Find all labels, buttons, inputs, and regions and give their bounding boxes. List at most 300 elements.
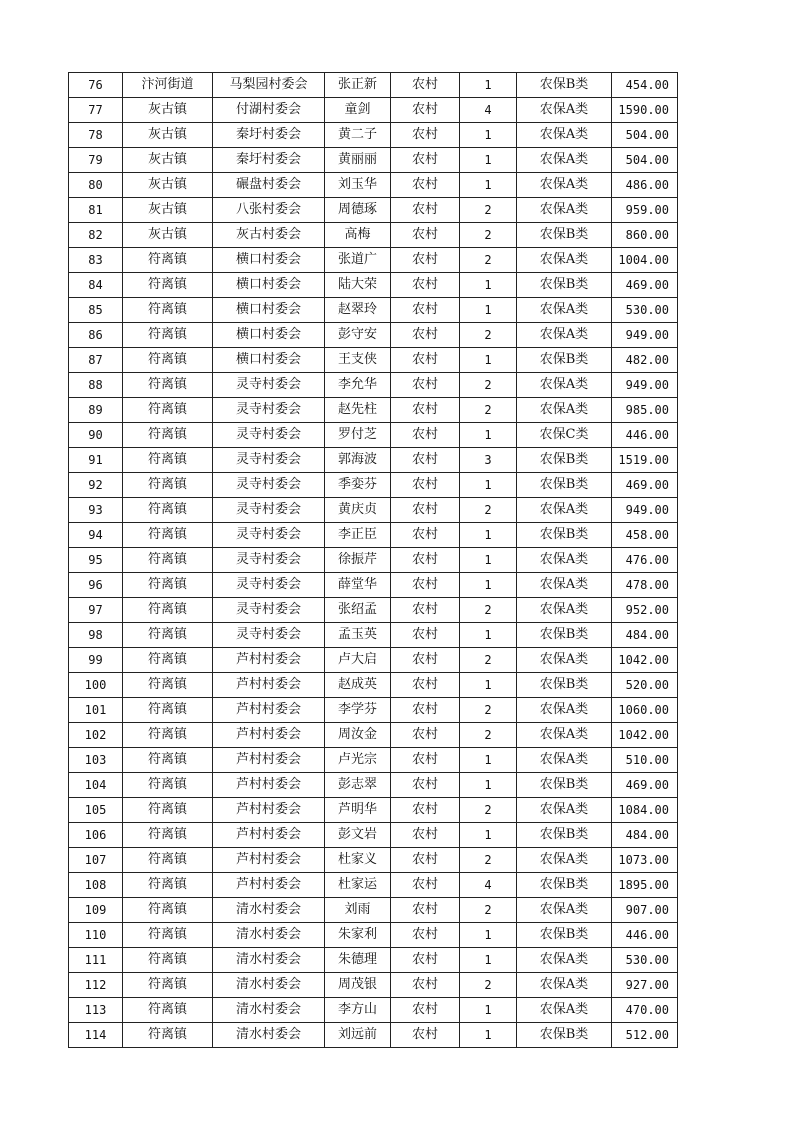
- serial-number-cell: 84: [69, 273, 123, 298]
- town-cell: 符离镇: [123, 423, 213, 448]
- household-size-cell: 3: [460, 448, 517, 473]
- category-cell: 农村: [391, 848, 460, 873]
- village-committee-cell: 马梨园村委会: [213, 73, 325, 98]
- village-committee-cell: 清水村委会: [213, 898, 325, 923]
- name-cell: 张绍孟: [325, 598, 391, 623]
- town-cell: 灰古镇: [123, 123, 213, 148]
- insurance-type-cell: 农保B类: [517, 773, 612, 798]
- amount-cell: 504.00: [612, 148, 678, 173]
- category-cell: 农村: [391, 673, 460, 698]
- table-row: [69, 748, 678, 773]
- insurance-type-cell: 农保B类: [517, 873, 612, 898]
- household-size-cell: 1: [460, 923, 517, 948]
- insurance-type-cell: 农保A类: [517, 573, 612, 598]
- name-cell: 朱家利: [325, 923, 391, 948]
- town-cell: 符离镇: [123, 848, 213, 873]
- amount-cell: 1590.00: [612, 98, 678, 123]
- village-committee-cell: 芦村村委会: [213, 848, 325, 873]
- category-cell: 农村: [391, 323, 460, 348]
- serial-number-cell: 109: [69, 898, 123, 923]
- category-cell: 农村: [391, 98, 460, 123]
- village-committee-cell: 灵寺村委会: [213, 623, 325, 648]
- village-committee-cell: 芦村村委会: [213, 798, 325, 823]
- insurance-type-cell: 农保B类: [517, 623, 612, 648]
- insurance-type-cell: 农保A类: [517, 798, 612, 823]
- household-size-cell: 1: [460, 823, 517, 848]
- table-row: [69, 298, 678, 323]
- household-size-cell: 2: [460, 598, 517, 623]
- table-row: [69, 723, 678, 748]
- amount-cell: 504.00: [612, 123, 678, 148]
- table-row: [69, 348, 678, 373]
- household-size-cell: 1: [460, 348, 517, 373]
- serial-number-cell: 98: [69, 623, 123, 648]
- village-committee-cell: 横口村委会: [213, 298, 325, 323]
- household-size-cell: 4: [460, 98, 517, 123]
- town-cell: 符离镇: [123, 573, 213, 598]
- amount-cell: 949.00: [612, 373, 678, 398]
- insurance-type-cell: 农保A类: [517, 123, 612, 148]
- insurance-type-cell: 农保B类: [517, 73, 612, 98]
- amount-cell: 1042.00: [612, 723, 678, 748]
- table-row: [69, 223, 678, 248]
- insurance-type-cell: 农保A类: [517, 598, 612, 623]
- insurance-type-cell: 农保A类: [517, 898, 612, 923]
- household-size-cell: 2: [460, 198, 517, 223]
- village-committee-cell: 芦村村委会: [213, 773, 325, 798]
- category-cell: 农村: [391, 223, 460, 248]
- serial-number-cell: 85: [69, 298, 123, 323]
- assistance-roster-table: [68, 72, 678, 1048]
- village-committee-cell: 清水村委会: [213, 923, 325, 948]
- name-cell: 罗付芝: [325, 423, 391, 448]
- name-cell: 赵先柱: [325, 398, 391, 423]
- amount-cell: 469.00: [612, 473, 678, 498]
- insurance-type-cell: 农保A类: [517, 373, 612, 398]
- category-cell: 农村: [391, 498, 460, 523]
- town-cell: 符离镇: [123, 698, 213, 723]
- name-cell: 陆大荣: [325, 273, 391, 298]
- amount-cell: 1895.00: [612, 873, 678, 898]
- town-cell: 符离镇: [123, 498, 213, 523]
- serial-number-cell: 102: [69, 723, 123, 748]
- category-cell: 农村: [391, 973, 460, 998]
- name-cell: 李学芬: [325, 698, 391, 723]
- amount-cell: 486.00: [612, 173, 678, 198]
- amount-cell: 482.00: [612, 348, 678, 373]
- town-cell: 符离镇: [123, 348, 213, 373]
- category-cell: 农村: [391, 898, 460, 923]
- name-cell: 季娈芬: [325, 473, 391, 498]
- table-row: [69, 448, 678, 473]
- town-cell: 符离镇: [123, 1023, 213, 1048]
- amount-cell: 458.00: [612, 523, 678, 548]
- serial-number-cell: 113: [69, 998, 123, 1023]
- town-cell: 灰古镇: [123, 223, 213, 248]
- town-cell: 符离镇: [123, 373, 213, 398]
- name-cell: 李方山: [325, 998, 391, 1023]
- amount-cell: 1519.00: [612, 448, 678, 473]
- household-size-cell: 2: [460, 223, 517, 248]
- serial-number-cell: 90: [69, 423, 123, 448]
- serial-number-cell: 108: [69, 873, 123, 898]
- amount-cell: 530.00: [612, 948, 678, 973]
- table-row: [69, 973, 678, 998]
- household-size-cell: 1: [460, 123, 517, 148]
- name-cell: 李允华: [325, 373, 391, 398]
- table-row: [69, 673, 678, 698]
- town-cell: 符离镇: [123, 248, 213, 273]
- category-cell: 农村: [391, 923, 460, 948]
- name-cell: 赵翠玲: [325, 298, 391, 323]
- category-cell: 农村: [391, 948, 460, 973]
- village-committee-cell: 芦村村委会: [213, 648, 325, 673]
- insurance-type-cell: 农保A类: [517, 198, 612, 223]
- table-row: [69, 248, 678, 273]
- category-cell: 农村: [391, 173, 460, 198]
- household-size-cell: 1: [460, 523, 517, 548]
- insurance-type-cell: 农保A类: [517, 548, 612, 573]
- name-cell: 卢光宗: [325, 748, 391, 773]
- village-committee-cell: 芦村村委会: [213, 673, 325, 698]
- name-cell: 芦明华: [325, 798, 391, 823]
- amount-cell: 985.00: [612, 398, 678, 423]
- village-committee-cell: 横口村委会: [213, 323, 325, 348]
- insurance-type-cell: 农保A类: [517, 148, 612, 173]
- town-cell: 灰古镇: [123, 98, 213, 123]
- category-cell: 农村: [391, 698, 460, 723]
- serial-number-cell: 77: [69, 98, 123, 123]
- name-cell: 刘雨: [325, 898, 391, 923]
- insurance-type-cell: 农保A类: [517, 98, 612, 123]
- village-committee-cell: 芦村村委会: [213, 748, 325, 773]
- category-cell: 农村: [391, 298, 460, 323]
- category-cell: 农村: [391, 1023, 460, 1048]
- category-cell: 农村: [391, 273, 460, 298]
- village-committee-cell: 付湖村委会: [213, 98, 325, 123]
- name-cell: 彭志翠: [325, 773, 391, 798]
- serial-number-cell: 103: [69, 748, 123, 773]
- table-row: [69, 498, 678, 523]
- serial-number-cell: 112: [69, 973, 123, 998]
- name-cell: 孟玉英: [325, 623, 391, 648]
- household-size-cell: 2: [460, 848, 517, 873]
- amount-cell: 530.00: [612, 298, 678, 323]
- amount-cell: 520.00: [612, 673, 678, 698]
- town-cell: 符离镇: [123, 798, 213, 823]
- village-committee-cell: 灵寺村委会: [213, 498, 325, 523]
- name-cell: 刘远前: [325, 1023, 391, 1048]
- town-cell: 符离镇: [123, 898, 213, 923]
- table-row: [69, 523, 678, 548]
- amount-cell: 469.00: [612, 273, 678, 298]
- insurance-type-cell: 农保B类: [517, 823, 612, 848]
- insurance-type-cell: 农保B类: [517, 673, 612, 698]
- serial-number-cell: 83: [69, 248, 123, 273]
- amount-cell: 484.00: [612, 623, 678, 648]
- village-committee-cell: 秦圩村委会: [213, 148, 325, 173]
- table-row: [69, 823, 678, 848]
- insurance-type-cell: 农保A类: [517, 498, 612, 523]
- town-cell: 符离镇: [123, 523, 213, 548]
- insurance-type-cell: 农保C类: [517, 423, 612, 448]
- name-cell: 张正新: [325, 73, 391, 98]
- name-cell: 李正臣: [325, 523, 391, 548]
- name-cell: 高梅: [325, 223, 391, 248]
- category-cell: 农村: [391, 523, 460, 548]
- table-row: [69, 123, 678, 148]
- serial-number-cell: 89: [69, 398, 123, 423]
- category-cell: 农村: [391, 598, 460, 623]
- town-cell: 符离镇: [123, 998, 213, 1023]
- town-cell: 符离镇: [123, 473, 213, 498]
- amount-cell: 1060.00: [612, 698, 678, 723]
- table-row: [69, 398, 678, 423]
- table-row: [69, 698, 678, 723]
- serial-number-cell: 111: [69, 948, 123, 973]
- name-cell: 周德琢: [325, 198, 391, 223]
- category-cell: 农村: [391, 548, 460, 573]
- name-cell: 彭守安: [325, 323, 391, 348]
- insurance-type-cell: 农保B类: [517, 523, 612, 548]
- table-row: [69, 948, 678, 973]
- table-row: [69, 848, 678, 873]
- household-size-cell: 2: [460, 698, 517, 723]
- serial-number-cell: 95: [69, 548, 123, 573]
- amount-cell: 478.00: [612, 573, 678, 598]
- name-cell: 卢大启: [325, 648, 391, 673]
- serial-number-cell: 107: [69, 848, 123, 873]
- serial-number-cell: 94: [69, 523, 123, 548]
- village-committee-cell: 灵寺村委会: [213, 423, 325, 448]
- town-cell: 符离镇: [123, 773, 213, 798]
- amount-cell: 512.00: [612, 1023, 678, 1048]
- household-size-cell: 1: [460, 998, 517, 1023]
- serial-number-cell: 93: [69, 498, 123, 523]
- serial-number-cell: 92: [69, 473, 123, 498]
- village-committee-cell: 清水村委会: [213, 973, 325, 998]
- town-cell: 符离镇: [123, 273, 213, 298]
- category-cell: 农村: [391, 998, 460, 1023]
- town-cell: 符离镇: [123, 673, 213, 698]
- amount-cell: 476.00: [612, 548, 678, 573]
- amount-cell: 860.00: [612, 223, 678, 248]
- table-row: [69, 998, 678, 1023]
- amount-cell: 446.00: [612, 423, 678, 448]
- table-row: [69, 898, 678, 923]
- insurance-type-cell: 农保A类: [517, 248, 612, 273]
- amount-cell: 927.00: [612, 973, 678, 998]
- table-row: [69, 198, 678, 223]
- household-size-cell: 2: [460, 398, 517, 423]
- insurance-type-cell: 农保A类: [517, 173, 612, 198]
- village-committee-cell: 清水村委会: [213, 998, 325, 1023]
- table-row: [69, 773, 678, 798]
- village-committee-cell: 灵寺村委会: [213, 548, 325, 573]
- category-cell: 农村: [391, 873, 460, 898]
- household-size-cell: 2: [460, 323, 517, 348]
- household-size-cell: 2: [460, 648, 517, 673]
- town-cell: 符离镇: [123, 723, 213, 748]
- serial-number-cell: 101: [69, 698, 123, 723]
- village-committee-cell: 灵寺村委会: [213, 598, 325, 623]
- household-size-cell: 2: [460, 373, 517, 398]
- village-committee-cell: 灵寺村委会: [213, 473, 325, 498]
- category-cell: 农村: [391, 723, 460, 748]
- serial-number-cell: 105: [69, 798, 123, 823]
- household-size-cell: 1: [460, 273, 517, 298]
- category-cell: 农村: [391, 648, 460, 673]
- town-cell: 符离镇: [123, 598, 213, 623]
- insurance-type-cell: 农保A类: [517, 323, 612, 348]
- household-size-cell: 1: [460, 148, 517, 173]
- serial-number-cell: 106: [69, 823, 123, 848]
- table-row: [69, 573, 678, 598]
- category-cell: 农村: [391, 448, 460, 473]
- household-size-cell: 1: [460, 298, 517, 323]
- table-row: [69, 98, 678, 123]
- household-size-cell: 1: [460, 773, 517, 798]
- name-cell: 刘玉华: [325, 173, 391, 198]
- insurance-type-cell: 农保B类: [517, 448, 612, 473]
- table-row: [69, 1023, 678, 1048]
- town-cell: 符离镇: [123, 623, 213, 648]
- name-cell: 徐振芹: [325, 548, 391, 573]
- amount-cell: 510.00: [612, 748, 678, 773]
- town-cell: 符离镇: [123, 548, 213, 573]
- town-cell: 符离镇: [123, 973, 213, 998]
- town-cell: 汴河街道: [123, 73, 213, 98]
- amount-cell: 952.00: [612, 598, 678, 623]
- name-cell: 杜家义: [325, 848, 391, 873]
- amount-cell: 949.00: [612, 323, 678, 348]
- town-cell: 灰古镇: [123, 198, 213, 223]
- category-cell: 农村: [391, 473, 460, 498]
- village-committee-cell: 芦村村委会: [213, 873, 325, 898]
- insurance-type-cell: 农保A类: [517, 848, 612, 873]
- serial-number-cell: 110: [69, 923, 123, 948]
- household-size-cell: 2: [460, 498, 517, 523]
- serial-number-cell: 81: [69, 198, 123, 223]
- category-cell: 农村: [391, 348, 460, 373]
- village-committee-cell: 横口村委会: [213, 248, 325, 273]
- household-size-cell: 1: [460, 173, 517, 198]
- name-cell: 黄庆贞: [325, 498, 391, 523]
- insurance-type-cell: 农保A类: [517, 698, 612, 723]
- serial-number-cell: 104: [69, 773, 123, 798]
- village-committee-cell: 横口村委会: [213, 348, 325, 373]
- serial-number-cell: 99: [69, 648, 123, 673]
- category-cell: 农村: [391, 773, 460, 798]
- serial-number-cell: 114: [69, 1023, 123, 1048]
- table-body: [69, 73, 678, 1048]
- name-cell: 王支侠: [325, 348, 391, 373]
- town-cell: 符离镇: [123, 923, 213, 948]
- name-cell: 朱德理: [325, 948, 391, 973]
- household-size-cell: 1: [460, 73, 517, 98]
- serial-number-cell: 97: [69, 598, 123, 623]
- amount-cell: 446.00: [612, 923, 678, 948]
- village-committee-cell: 灵寺村委会: [213, 448, 325, 473]
- serial-number-cell: 96: [69, 573, 123, 598]
- insurance-type-cell: 农保B类: [517, 473, 612, 498]
- town-cell: 符离镇: [123, 648, 213, 673]
- insurance-type-cell: 农保A类: [517, 973, 612, 998]
- table-row: [69, 873, 678, 898]
- table-row: [69, 373, 678, 398]
- table-row: [69, 173, 678, 198]
- village-committee-cell: 芦村村委会: [213, 823, 325, 848]
- town-cell: 灰古镇: [123, 148, 213, 173]
- village-committee-cell: 灵寺村委会: [213, 523, 325, 548]
- town-cell: 符离镇: [123, 323, 213, 348]
- village-committee-cell: 灵寺村委会: [213, 573, 325, 598]
- name-cell: 张道广: [325, 248, 391, 273]
- category-cell: 农村: [391, 373, 460, 398]
- town-cell: 符离镇: [123, 398, 213, 423]
- amount-cell: 469.00: [612, 773, 678, 798]
- amount-cell: 907.00: [612, 898, 678, 923]
- amount-cell: 949.00: [612, 498, 678, 523]
- table-row: [69, 798, 678, 823]
- household-size-cell: 1: [460, 948, 517, 973]
- insurance-type-cell: 农保A类: [517, 998, 612, 1023]
- serial-number-cell: 78: [69, 123, 123, 148]
- table-row: [69, 273, 678, 298]
- insurance-type-cell: 农保A类: [517, 648, 612, 673]
- household-size-cell: 1: [460, 623, 517, 648]
- village-committee-cell: 横口村委会: [213, 273, 325, 298]
- name-cell: 郭海波: [325, 448, 391, 473]
- serial-number-cell: 86: [69, 323, 123, 348]
- insurance-type-cell: 农保B类: [517, 1023, 612, 1048]
- amount-cell: 470.00: [612, 998, 678, 1023]
- insurance-type-cell: 农保A类: [517, 948, 612, 973]
- category-cell: 农村: [391, 73, 460, 98]
- serial-number-cell: 76: [69, 73, 123, 98]
- town-cell: 灰古镇: [123, 173, 213, 198]
- village-committee-cell: 灵寺村委会: [213, 373, 325, 398]
- table-row: [69, 73, 678, 98]
- insurance-type-cell: 农保B类: [517, 223, 612, 248]
- serial-number-cell: 80: [69, 173, 123, 198]
- serial-number-cell: 100: [69, 673, 123, 698]
- household-size-cell: 4: [460, 873, 517, 898]
- category-cell: 农村: [391, 748, 460, 773]
- table-row: [69, 323, 678, 348]
- serial-number-cell: 88: [69, 373, 123, 398]
- insurance-type-cell: 农保A类: [517, 748, 612, 773]
- town-cell: 符离镇: [123, 748, 213, 773]
- name-cell: 彭文岩: [325, 823, 391, 848]
- amount-cell: 1084.00: [612, 798, 678, 823]
- insurance-type-cell: 农保A类: [517, 398, 612, 423]
- amount-cell: 1042.00: [612, 648, 678, 673]
- household-size-cell: 1: [460, 673, 517, 698]
- name-cell: 赵成英: [325, 673, 391, 698]
- household-size-cell: 2: [460, 973, 517, 998]
- village-committee-cell: 碾盘村委会: [213, 173, 325, 198]
- table-row: [69, 473, 678, 498]
- household-size-cell: 1: [460, 473, 517, 498]
- village-committee-cell: 灰古村委会: [213, 223, 325, 248]
- village-committee-cell: 灵寺村委会: [213, 398, 325, 423]
- household-size-cell: 2: [460, 248, 517, 273]
- amount-cell: 484.00: [612, 823, 678, 848]
- village-committee-cell: 芦村村委会: [213, 698, 325, 723]
- household-size-cell: 2: [460, 798, 517, 823]
- insurance-type-cell: 农保B类: [517, 348, 612, 373]
